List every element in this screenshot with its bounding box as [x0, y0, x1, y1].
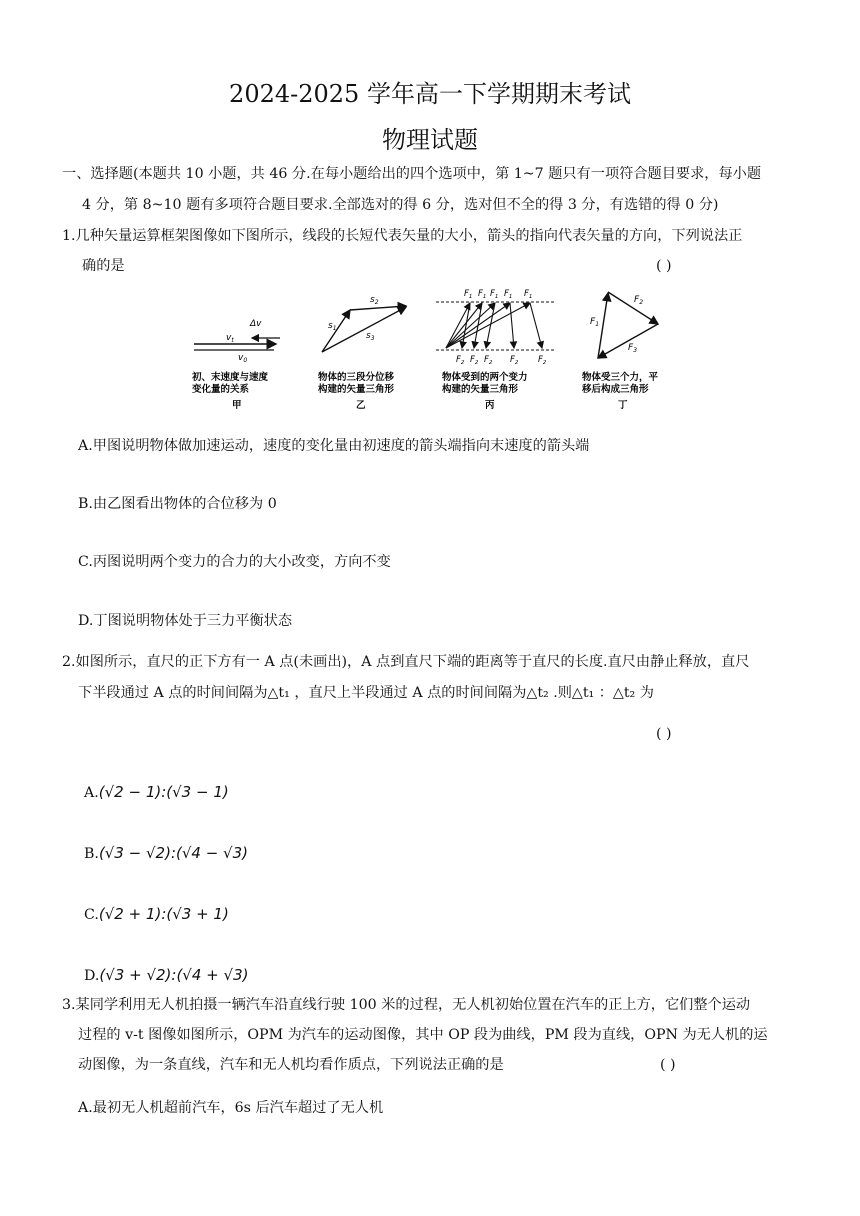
ding-f3-label: $F_3$: [628, 343, 638, 354]
q2-stem-line1: 2.如图所示，直尺的正下方有一 A 点(未画出)，A 点到直尺下端的距离等于直尺的长度.直尺由静止释放，直尺: [62, 654, 750, 670]
q1-option-a: A.甲图说明物体做加速运动，速度的变化量由初速度的箭头端指向末速度的箭头端: [78, 438, 590, 454]
q2-option-a-label: A.: [84, 785, 99, 801]
q1-option-d: D.丁图说明物体处于三力平衡状态: [78, 613, 293, 629]
s2-label: $s_2$: [370, 295, 379, 306]
bing-force-arrows: [446, 303, 542, 348]
bing-caption1: 物体受到的两个变力: [442, 372, 528, 383]
figure-yi: [318, 295, 406, 411]
yi-label: 乙: [356, 400, 366, 411]
q2-option-b-expr: (√3 − √2):(√4 − √3): [98, 844, 249, 862]
exam-subtitle: 物理试题: [382, 126, 478, 154]
yi-caption1: 物体的三段分位移: [318, 372, 395, 383]
q3-answer-paren: ( ): [660, 1057, 676, 1073]
svg-text:F2: $F_2$: [538, 355, 547, 366]
q2-option-d-label: D.: [84, 968, 100, 984]
bing-caption2: 构建的矢量三角形: [442, 384, 519, 395]
vt-label: $v_t$: [226, 333, 234, 344]
figure-bing: [436, 289, 556, 411]
figure-jia: [191, 319, 280, 411]
q1-option-c: C.丙图说明两个变力的合力的大小改变，方向不变: [78, 554, 391, 570]
q2-option-c-expr: (√2 + 1):(√3 + 1): [98, 905, 229, 923]
ding-f1-label: $F_1$: [590, 317, 600, 328]
ding-caption2: 移后构成三角形: [582, 384, 649, 395]
q2-answer-paren: ( ): [656, 726, 672, 742]
dv-label: Δv: [250, 319, 262, 329]
ding-caption1: 物体受三个力，平: [582, 372, 659, 383]
q1-stem-line2: 确的是: [82, 258, 125, 274]
jia-label: 甲: [232, 400, 242, 411]
bing-bottom-labels: [456, 355, 547, 366]
section-intro-line1: 一、选择题(本题共 10 小题，共 46 分.在每小题给出的四个选项中，第 1~7 题只有一项符合题目要求，每小题: [62, 166, 762, 182]
q2-option-a-expr: (√2 − 1):(√3 − 1): [98, 783, 229, 801]
q3-stem-line3: 动图像，为一条直线，汽车和无人机均看作质点，下列说法正确的是: [78, 1057, 504, 1073]
svg-text:F1: $F_1$: [490, 289, 499, 300]
svg-text:F2: $F_2$: [470, 355, 479, 366]
ding-f2-arrow: [608, 292, 658, 324]
bing-top-labels: [464, 289, 532, 300]
section-intro-line2: 4 分，第 8~10 题有多项符合题目要求.全部选对的得 6 分，选对但不全的得 3 分，有选错的得 0 分): [82, 197, 719, 213]
q2-option-d-expr: (√3 + √2):(√4 + √3): [99, 966, 249, 984]
svg-text:F2: $F_2$: [456, 355, 465, 366]
q2-option-b: [84, 843, 248, 864]
ding-f1-arrow: [598, 293, 608, 358]
figure-ding: [581, 292, 659, 411]
q2-option-c: [84, 904, 229, 925]
q1-vector-figure: [180, 282, 680, 414]
q1-stem-line1: 1.几种矢量运算框架图像如下图所示，线段的长短代表矢量的大小，箭头的指向代表矢量的方向，下列说法正: [62, 228, 743, 244]
q3-stem-line1: 3.某同学利用无人机拍摄一辆汽车沿直线行驶 100 米的过程，无人机初始位置在汽车的正上方，它们整个运动: [62, 997, 751, 1013]
svg-text:F1: $F_1$: [504, 289, 513, 300]
jia-caption1: 初、末速度与速度: [192, 372, 269, 383]
yi-caption2: 构建的矢量三角形: [318, 384, 395, 395]
q3-option-a: A.最初无人机超前汽车，6s 后汽车超过了无人机: [78, 1100, 384, 1116]
svg-text:F1: $F_1$: [524, 289, 533, 300]
q1-option-b: B.由乙图看出物体的合位移为 0: [78, 496, 277, 512]
v0-label: $v_0$: [238, 353, 248, 364]
q1-answer-paren: ( ): [656, 258, 672, 274]
q2-stem-line2: 下半段通过 A 点的时间间隔为△t₁ ，直尺上半段通过 A 点的时间间隔为△t₂ .则△t₁ ：△t₂ 为: [78, 685, 654, 701]
bing-label: 丙: [485, 400, 495, 411]
q2-option-c-label: C.: [84, 907, 99, 923]
svg-text:F1: $F_1$: [478, 289, 487, 300]
s1-label: $s_1$: [328, 321, 337, 332]
jia-caption2: 变化量的关系: [192, 384, 250, 395]
q3-stem-line2: 过程的 v-t 图像如图所示，OPM 为汽车的运动图像，其中 OP 段为曲线，PM 段为直线，OPN 为无人机的运: [78, 1027, 768, 1043]
s2-arrow: [350, 306, 406, 310]
ding-label: 丁: [618, 400, 628, 411]
s3-label: $s_3$: [366, 331, 375, 342]
svg-text:F2: $F_2$: [484, 355, 493, 366]
ding-f2-label: $F_2$: [634, 295, 644, 306]
svg-text:F1: $F_1$: [464, 289, 473, 300]
q2-option-a: [84, 782, 229, 803]
svg-text:F2: $F_2$: [510, 355, 519, 366]
q2-option-d: [84, 965, 248, 986]
exam-title: 2024-2025 学年高一下学期期末考试: [229, 80, 631, 108]
q2-option-b-label: B.: [84, 846, 99, 862]
